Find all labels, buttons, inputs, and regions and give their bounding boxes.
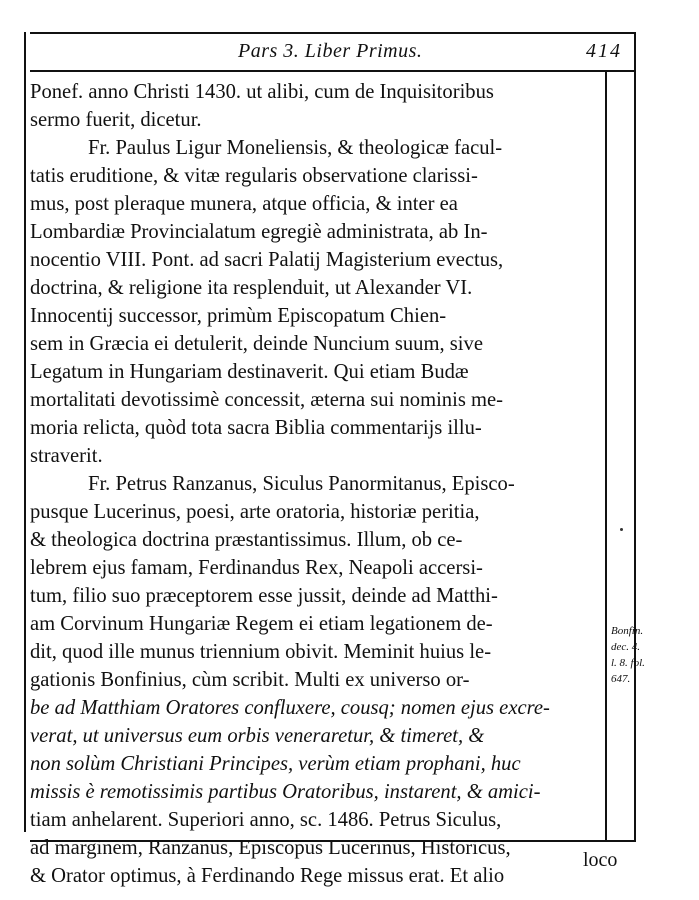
right-frame-rule <box>634 32 636 842</box>
text-column-rule <box>605 72 607 842</box>
body-line: tatis eruditione, & vitæ regularis observatione clarissi- <box>30 165 478 187</box>
body-line: & theologica doctrina præstantissimus. Illum, ob ce- <box>30 529 463 551</box>
body-line: nocentio VIII. Pont. ad sacri Palatij Magisterium evectus, <box>30 249 504 271</box>
margin-note-line: 647. <box>611 673 631 685</box>
body-line: sem in Græcia ei detulerit, deinde Nuncium suum, sive <box>30 333 483 355</box>
body-line: tiam anhelarent. Superiori anno, sc. 1486. Petrus Siculus, <box>30 809 502 831</box>
margin-note-line: l. 8. fol. <box>611 657 645 669</box>
margin-dot <box>620 528 623 531</box>
body-line: non solùm Christiani Principes, verùm etiam prophani, huc <box>30 753 521 775</box>
body-line: mortalitati devotissimè concessit, æterna sui nominis me- <box>30 389 504 411</box>
body-line: Legatum in Hungariam destinaverit. Qui etiam Budæ <box>30 361 469 383</box>
header-bottom-rule <box>30 70 636 72</box>
body-line: gationis Bonfinius, cùm scribit. Multi ex universo or- <box>30 669 470 691</box>
margin-note-line: dec. 4. <box>611 641 641 653</box>
body-line: straverit. <box>30 445 103 467</box>
header-top-rule <box>30 32 636 34</box>
body-line: am Corvinum Hungariæ Regem ei etiam legationem de- <box>30 613 493 635</box>
body-line: pusque Lucerinus, poesi, arte oratoria, historiæ peritia, <box>30 501 480 523</box>
body-line: Ponef. anno Christi 1430. ut alibi, cum de Inquisitoribus <box>30 81 494 103</box>
body-text <box>30 78 602 890</box>
page-number: 414 <box>586 40 622 62</box>
body-line: ad marginem, Ranzanus, Episcopus Lucerinus, Historicus, <box>30 837 511 859</box>
body-line: Fr. Petrus Ranzanus, Siculus Panormitanus, Episco- <box>88 473 515 495</box>
margin-note <box>611 623 669 687</box>
catchword: loco <box>583 849 618 871</box>
body-line: sermo fuerit, dicetur. <box>30 109 202 131</box>
body-line: moria relicta, quòd tota sacra Biblia commentarijs illu- <box>30 417 482 439</box>
body-line: tum, filio suo præceptorem esse jussit, deinde ad Matthi- <box>30 585 498 607</box>
body-line: be ad Matthiam Oratores confluxere, cousq; nomen ejus excre- <box>30 697 550 719</box>
body-line: Lombardiæ Provincialatum egregiè administrata, ab In- <box>30 221 488 243</box>
body-line: Innocentij successor, primùm Episcopatum Chien- <box>30 305 447 327</box>
body-line: missis è remotissimis partibus Oratoribus, instarent, & amici- <box>30 781 541 803</box>
body-line: mus, post pleraque munera, atque officia, & inter ea <box>30 193 458 215</box>
margin-note-line: Bonfin. <box>611 625 644 637</box>
body-line: Fr. Paulus Ligur Moneliensis, & theologicæ facul- <box>88 137 503 159</box>
body-line: dit, quod ille munus triennium obivit. Meminit huius le- <box>30 641 492 663</box>
body-line: lebrem ejus famam, Ferdinandus Rex, Neapoli accersi- <box>30 557 483 579</box>
left-frame-rule <box>24 32 26 832</box>
body-line: doctrina, & religione ita resplenduit, ut Alexander VI. <box>30 277 473 299</box>
body-line: verat, ut universus eum orbis veneraretur, & timeret, & <box>30 725 485 747</box>
body-line: & Orator optimus, à Ferdinando Rege missus erat. Et alio <box>30 865 505 887</box>
running-header-title: Pars 3. Liber Primus. <box>238 40 423 62</box>
